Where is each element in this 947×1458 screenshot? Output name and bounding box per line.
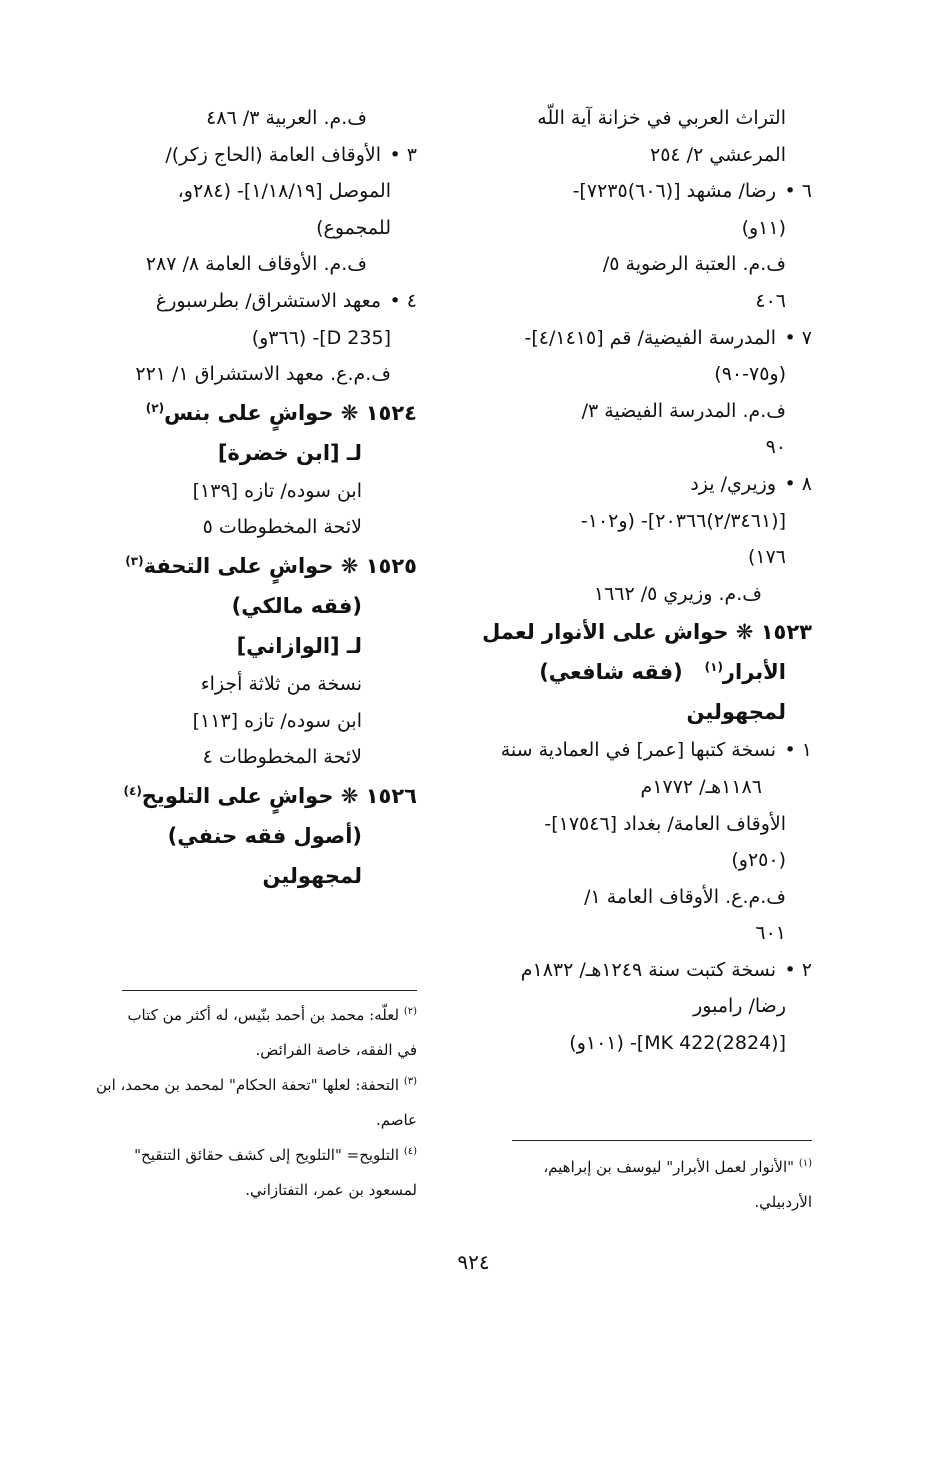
list-item-4: ٤ •معهد الاستشراق/ بطرسبورغ [87, 283, 417, 320]
footnotes-left [87, 998, 417, 1208]
entry-heading-1526: ١٥٢٦ ❋ حواشٍ على التلويح$^{(٤)}$ [123, 783, 417, 808]
page-number: ٩٢٤ [457, 1250, 490, 1274]
text-line: (١١و) [741, 216, 786, 239]
entry-heading-1524: ١٥٢٤ ❋ حواشٍ على بنس$^{(٢)}$ [145, 400, 417, 425]
footnote-2: $^{(٢)}$ لعلّه: محمد بن أحمد بنّيس، له أكثر من كتاب [127, 1006, 417, 1024]
text-line: التراث العربي في خزانة آية اللّه [537, 107, 786, 129]
text-line: [(٢/٣٤٦١)٢٠٣٦٦]- (و١٠٢- [580, 509, 786, 532]
bullet: ٢ • [784, 958, 812, 981]
text-line: ف.م. العربية ٣/ ٤٨٦ [206, 107, 367, 129]
text-line: ٩٠ [765, 436, 786, 459]
entry-heading-1525: ١٥٢٥ ❋ حواشٍ على التحفة$^{(٣)}$ [125, 553, 417, 578]
list-item-8: ٨ •وزيري/ يزد [472, 466, 812, 503]
list-item-1: ١ •نسخة كتبها [عمر] في العمادية سنة [472, 732, 812, 769]
text-line: ف.م. العتبة الرضوية ٥/ [602, 253, 786, 276]
footnote-3-cont: عاصم. [375, 1111, 417, 1129]
text-line: ف.م. وزيري ٥/ ١٦٦٢ [593, 582, 762, 605]
text-line: (و٧٥-٩٠) [714, 363, 786, 386]
right-column [472, 100, 812, 1062]
entry-subject: (فقه مالكي) [231, 593, 362, 618]
text-line: ف.م.ع. معهد الاستشراق ١/ ٢٢١ [135, 363, 391, 386]
footnote-1-cont: الأردبيلي. [754, 1193, 812, 1211]
bullet: ٣ • [389, 143, 417, 166]
entry-title-cont: الأبرار$^{(١)}$ (فقه شافعي) [539, 660, 786, 685]
text-line: [MK 422(2824)]- (١٠١و) [569, 1032, 786, 1055]
text-line: ابن سوده/ تازه [١٣٩] [192, 479, 362, 502]
footnote-4: $^{(٤)}$ التلويح= "التلويح إلى كشف حقائق التنقيح" [134, 1146, 417, 1164]
text-line: لائحة المخطوطات ٥ [202, 516, 362, 539]
footnote-4-cont: لمسعود بن عمر، التفتازاني. [245, 1181, 417, 1199]
text-line: ٦٠١ [755, 922, 786, 945]
text-line: نسخة من ثلاثة أجزاء [200, 672, 362, 695]
list-item-6: ٦ •رضا/ مشهد [(٦٠٦)٧٢٣٥]- [472, 173, 812, 210]
bullet: ١ • [784, 739, 812, 762]
bullet: ٨ • [784, 472, 812, 495]
footnote-ref: (٤) [123, 783, 142, 798]
text-line: ف.م. المدرسة الفيضية ٣/ [581, 399, 786, 422]
bullet: ٧ • [784, 326, 812, 349]
text-line: ١١٨٦هـ/ ١٧٧٢م [640, 775, 762, 798]
footnote-ref: (١) [704, 660, 723, 675]
text-line: المرعشي ٢/ ٢٥٤ [650, 143, 786, 166]
footnote-ref: (٣) [125, 553, 144, 568]
text-line: [D 235]- (٣٦٦و) [251, 326, 391, 349]
footnote-ref: (٢) [145, 400, 165, 415]
text-line: ف.م.ع. الأوقاف العامة ١/ [584, 885, 786, 908]
footnote-3: $^{(٣)}$ التحفة: لعلها "تحفة الحكام" لمحمد بن محمد، ابن [95, 1076, 417, 1094]
footnote-2-cont: في الفقه، خاصة الفرائض. [255, 1041, 417, 1059]
text-line: لائحة المخطوطات ٤ [202, 746, 362, 769]
text-line: الموصل [١/١٨/١٩]- (٢٨٤و، [177, 180, 391, 203]
text-line: رضا/ رامبور [693, 995, 786, 1018]
text-line: ف.م. الأوقاف العامة ٨/ ٢٨٧ [145, 253, 367, 276]
footnote-divider [512, 1140, 812, 1141]
text-line: الأوقاف العامة/ بغداد [١٧٥٤٦]- [544, 812, 786, 835]
list-item-3: ٣ •الأوقاف العامة (الحاج زكر)/ [87, 137, 417, 174]
footnote-1: $^{(١)}$ "الأنوار لعمل الأبرار" ليوسف بن إبراهيم، [543, 1158, 812, 1176]
text-line: ابن سوده/ تازه [١١٣] [192, 709, 362, 732]
bullet: ٦ • [784, 180, 812, 203]
list-item-2: ٢ •نسخة كتبت سنة ١٢٤٩هـ/ ١٨٣٢م [472, 952, 812, 989]
entry-author: لـ [الوازاني] [236, 633, 362, 658]
text-line: ١٧٦) [747, 546, 786, 569]
left-column [87, 100, 417, 896]
text-line: للمجموع) [316, 216, 391, 239]
bullet: ٤ • [389, 289, 417, 312]
list-item-7: ٧ •المدرسة الفيضية/ قم [٤/١٤١٥]- [472, 320, 812, 357]
entry-author: لمجهولين [262, 863, 362, 888]
footnote-divider [122, 990, 417, 991]
footnotes-right [472, 1150, 812, 1220]
entry-subject: (أصول فقه حنفي) [167, 823, 362, 848]
entry-author: لـ [ابن خضرة] [217, 440, 362, 465]
text-line: (٢٥٠و) [731, 849, 786, 872]
entry-author: لمجهولين [686, 700, 786, 725]
entry-heading-1523: ١٥٢٣ ❋ حواش على الأنوار لعمل [482, 620, 812, 645]
text-line: ٤٠٦ [755, 289, 786, 312]
